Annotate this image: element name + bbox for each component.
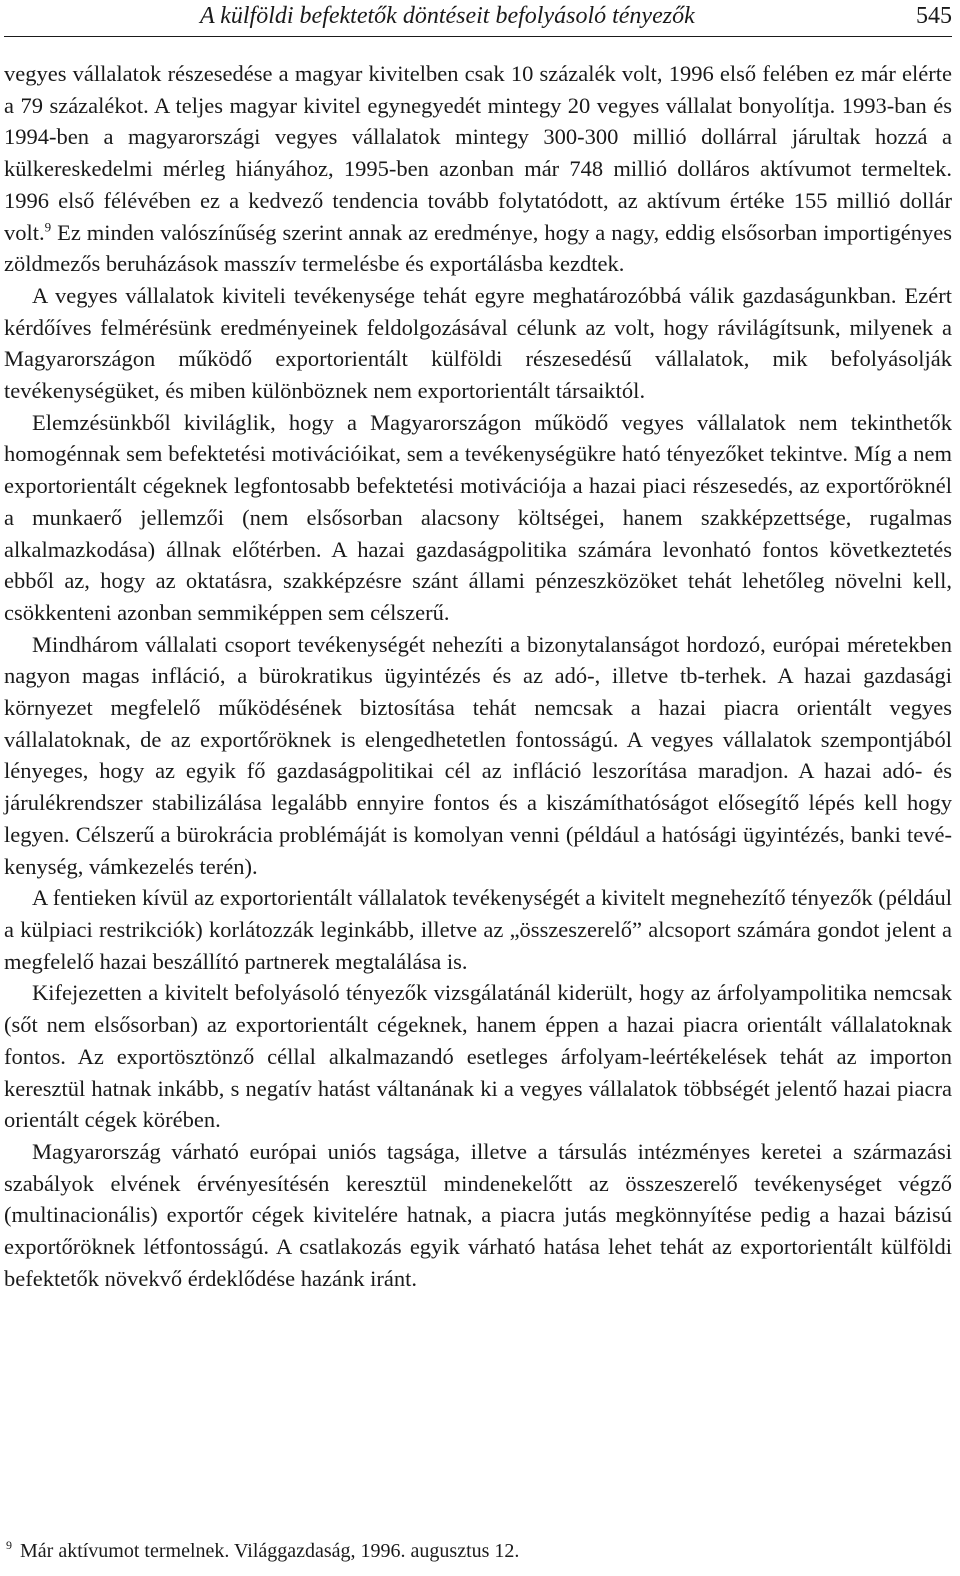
paragraph-text: vegyes vállalatok részesedése a magyar kivitelben csak 10 százalék volt, 1996 első felében ez már elérte a 79 százalékot. A teljes magyar kivitel egynegyedét mintegy 20 vegyes vállalat bonyolítja. 1993-ban és 1994-ben a magyarországi vegyes vállalatok mintegy 300-300 millió dollárral járultak hozzá a külkereskedelmi mérleg hiányához, 1995-ben azonban már 748 millió dolláros aktívumot termeltek. 1996 első félévében ez a kedvező tendencia tovább folytatódott, az aktívum értéke 155 millió dollár volt. [4,61,952,245]
footnote [4,1537,952,1565]
body-text [4,58,952,1294]
paragraph [4,58,952,280]
paragraph: Kifejezetten a kivitelt befolyásoló tényezők vizsgálatánál kiderült, hogy az árfolyampolitika nemcsak (sőt nem elsősorban) az exportorientált cégeknek, hanem éppen a hazai piacra orientált vállalatoknak fontos. Az exportösztönző céllal alkalmazandó esetleges árfolyam-leértékelések tehát az importon keresztül hatnak inkább, s negatív hatást váltanának ki a vegyes vállalatok többségét jelentő hazai piacra orientált cégek körében. [4,980,952,1133]
paragraph-text: Ez minden valószínűség szerint annak az eredménye, hogy a nagy, eddig elsősorban importigényes zöldmezős beruházások masszív termelésbe és exportálásba kezdtek. [4,219,952,277]
paragraph: Mindhárom vállalati csoport tevékenységét nehezíti a bizonytalanságot hordozó, európai méretekben nagyon magas infláció, a bürokratikus ügyintézés és az adó-, illetve tb-terhek. A hazai gazdasági környezet megfelelő működésének biztosítása tehát nemcsak a hazai piacra orientált vegyes vállalatoknak, de az exportőröknek is elengedhetetlen fontosságú. A vegyes vállalatok szempontjából lényeges, hogy az egyik fő gazdaságpolitikai cél az infláció leszorítása maradjon. A hazai adó- és járulékrendszer stabilizálása legalább ennyire fontos és a kiszámíthatóságot elősegítő lépés kell hogy legyen. Célszerű a bürokrácia problémáját is komolyan venni (például a hatósági ügyintézés, banki tevékenység, vámkezelés terén). [4,631,952,879]
running-header [4,0,952,37]
document-page [4,0,952,1576]
page-number: 545 [916,3,952,29]
footnote-mark: 9 [6,1538,12,1553]
paragraph: A vegyes vállalatok kiviteli tevékenysége tehát egyre meghatározóbbá válik gazdaságunkban. Ezért kérdőíves felmérésünk eredményeinek feldolgozásával célunk az volt, hogy rávilágítsunk, milyenek a Magyarországon működő exportorientált külföldi részesedésű vállalatok, mik befolyásolják tevékenységüket, és miben különböznek nem exportorientált társaiktól. [4,282,952,404]
running-title: A külföldi befektetők döntéseit befolyásoló tényezők [200,3,695,29]
footnote-reference[interactable]: 9 [44,219,52,235]
footnotes [4,1537,952,1565]
paragraph: A fentieken kívül az exportorientált vállalatok tevékenységét a kivitelt megnehezítő tényezők (például a külpiaci restrikciók) korlátozzák leginkább, illetve az „összeszerelő” alcsoport számára gondot jelent a megfelelő hazai beszállító partnerek megtalálása is. [4,885,952,974]
footnote-text: Már aktívumot termelnek. Világgazdaság, 1996. augusztus 12. [20,1540,520,1562]
paragraph: Magyarország várható európai uniós tagsága, illetve a társulás intézményes keretei a származási szabályok elvének érvényesítésén keresztül mindenekelőtt az összeszerelő tevékenységet végző (multinacionális) exportőr cégek kivitelére hatnak, a piacra jutás megkönnyítése pedig a hazai bázisú exportőröknek létfontosságú. A csatlakozás egyik várható hatása lehet tehát az exportorientált külföldi befektetők növekvő érdeklődése hazánk iránt. [4,1138,952,1291]
paragraph: Elemzésünkből kiviláglik, hogy a Magyarországon működő vegyes vállalatok nem tekinthetők homogénnak sem befektetési motivációikat, sem a tevékenységükre ható tényezőket tekintve. Míg a nem exportorientált cégeknek legfontosabb befektetési motivációja a hazai piaci részesedés, az exportőröknél a munkaerő jellemzői (nem elsősorban alacsony költségei, hanem szakképzettsége, rugalmas alkalmazkodása) állnak előtérben. A hazai gazdaságpolitika számára levonható fontos következtetés ebből az, hogy az oktatásra, szakképzésre szánt állami pénzeszközöket tehát lehetőleg növelni kell, csökkenteni azonban semmiképpen sem célszerű. [4,409,952,625]
